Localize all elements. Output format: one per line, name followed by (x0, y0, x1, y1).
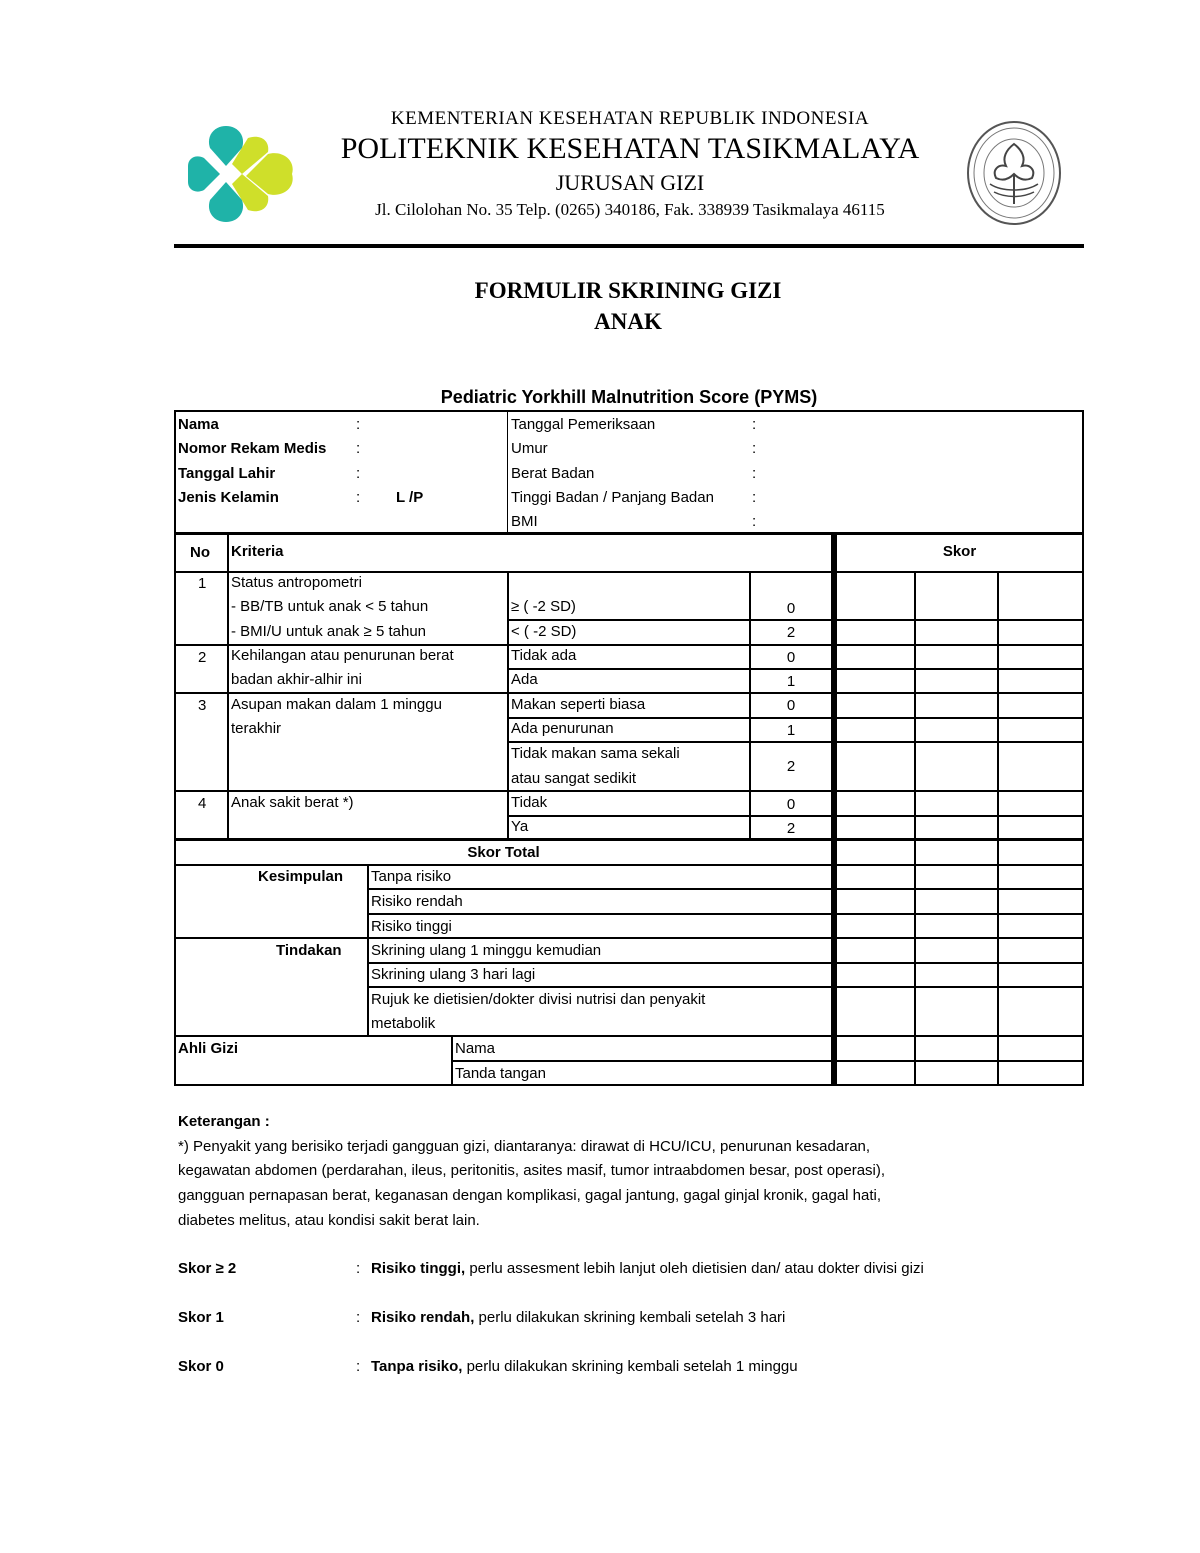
header-skor: Skor (942, 543, 977, 560)
row-3-score-1: 0 (786, 697, 796, 714)
berat-badan-sep: : (752, 465, 757, 482)
row-3-option-3-cont: atau sangat sedikit (511, 770, 637, 787)
bmi-label: BMI (511, 513, 538, 530)
tindakan-rujuk-cont: metabolik (371, 1015, 436, 1032)
tindakan-rujuk: Rujuk ke dietisien/dokter divisi nutrisi dan penyakit (371, 991, 706, 1008)
tindakan-3-hari: Skrining ulang 3 hari lagi (371, 966, 536, 983)
skor-1-text: perlu dilakukan skrining kembali setelah 3 hari (474, 1309, 786, 1326)
umur-sep: : (752, 440, 757, 457)
jenis-kelamin-label: Jenis Kelamin (178, 489, 279, 506)
row-1-score-1: 0 (786, 600, 796, 617)
department-name: JURUSAN GIZI (555, 170, 705, 195)
tanggal-lahir-sep: : (356, 465, 361, 482)
header-no: No (190, 544, 210, 561)
row-1-option-2: < ( -2 SD) (511, 623, 577, 640)
skor-0-sep: : (356, 1358, 361, 1375)
ministry-name: KEMENTERIAN KESEHATAN REPUBLIK INDONESIA (390, 108, 870, 129)
tinggi-badan-label: Tinggi Badan / Panjang Badan (511, 489, 714, 506)
skor-0-text: perlu dilakukan skrining kembali setelah 1 minggu (462, 1358, 798, 1375)
row-1-criteria-3: - BMI/U untuk anak ≥ 5 tahun (231, 623, 426, 640)
keterangan-line-1: *) Penyakit yang berisiko terjadi gangguan gizi, diantaranya: dirawat di HCU/ICU, penurunan kesadaran, (178, 1138, 871, 1155)
rekam-medis-sep: : (356, 440, 361, 457)
tanggal-lahir-label: Tanggal Lahir (178, 465, 276, 482)
skor-2-text: perlu assesment lebih lanjut oleh dietisien dan/ atau dokter divisi gizi (465, 1260, 924, 1277)
skor-2-label: Skor ≥ 2 (178, 1260, 237, 1277)
row-2-option-2: Ada (511, 671, 538, 688)
form-subtitle-anak: ANAK (594, 309, 662, 334)
skor-0-desc (371, 1358, 798, 1376)
row-2-criteria-2: badan akhir-alhir ini (231, 671, 362, 688)
row-4-criteria-1: Anak sakit berat *) (231, 794, 354, 811)
row-3-option-2: Ada penurunan (511, 720, 614, 737)
tindakan-1-minggu: Skrining ulang 1 minggu kemudian (371, 942, 602, 959)
skor-1-label: Skor 1 (178, 1309, 224, 1326)
kesimpulan-tanpa-risiko: Tanpa risiko (371, 868, 452, 885)
row-3-option-1: Makan seperti biasa (511, 696, 646, 713)
form-title: FORMULIR SKRINING GIZI (474, 278, 782, 303)
skor-0-bold: Tanpa risiko, (371, 1358, 463, 1375)
tanggal-pemeriksaan-label: Tanggal Pemeriksaan (511, 416, 656, 433)
ahli-gizi-tanda-tangan: Tanda tangan (455, 1065, 546, 1082)
rekam-medis-label: Nomor Rekam Medis (178, 440, 327, 457)
row-1-criteria-2: - BB/TB untuk anak < 5 tahun (231, 598, 429, 615)
jenis-kelamin-value[interactable]: L /P (396, 489, 424, 506)
skor-1-desc (371, 1309, 785, 1327)
header-kriteria: Kriteria (231, 543, 284, 560)
row-2-score-1: 0 (786, 649, 796, 666)
row-1-score-2: 2 (786, 624, 796, 641)
row-3-criteria-1: Asupan makan dalam 1 minggu (231, 696, 442, 713)
row-2-score-2: 1 (786, 673, 796, 690)
poltekkes-seal (966, 120, 1062, 226)
tanggal-pemeriksaan-sep: : (752, 416, 757, 433)
bmi-sep: : (752, 513, 757, 530)
row-2-criteria-1: Kehilangan atau penurunan berat (231, 647, 454, 664)
kemenkes-logo (186, 120, 298, 228)
berat-badan-label: Berat Badan (511, 465, 595, 482)
institution-address: Jl. Cilolohan No. 35 Telp. (0265) 340186, Fak. 338939 Tasikmalaya 46115 (375, 200, 885, 219)
keterangan-line-3: gangguan pernapasan berat, keganasan dengan komplikasi, gagal jantung, gagal ginjal kronik, gagal hati, (178, 1187, 882, 1204)
skor-2-bold: Risiko tinggi, (371, 1260, 466, 1277)
row-1-option-1: ≥ ( -2 SD) (511, 598, 576, 615)
ahli-gizi-label: Ahli Gizi (178, 1040, 238, 1057)
skor-1-bold: Risiko rendah, (371, 1309, 475, 1326)
row-3-no: 3 (198, 697, 207, 714)
row-2-option-1: Tidak ada (511, 647, 577, 664)
ahli-gizi-nama: Nama (455, 1040, 496, 1057)
kesimpulan-risiko-rendah: Risiko rendah (371, 893, 463, 910)
keterangan-line-2: kegawatan abdomen (perdarahan, ileus, peritonitis, asites masif, tumor intraabdomen besar, post operasi), (178, 1162, 886, 1179)
institution-name: POLITEKNIK KESEHATAN TASIKMALAYA (340, 132, 920, 165)
keterangan-line-4: diabetes melitus, atau kondisi sakit berat lain. (178, 1212, 480, 1229)
skor-1-sep: : (356, 1309, 361, 1326)
row-1-no: 1 (198, 575, 207, 592)
tinggi-badan-sep: : (752, 489, 757, 506)
row-3-score-3: 2 (786, 758, 796, 775)
row-4-option-1: Tidak (511, 794, 548, 811)
kesimpulan-label: Kesimpulan (258, 868, 344, 885)
row-4-no: 4 (198, 795, 207, 812)
skor-2-desc (371, 1260, 924, 1278)
letterhead-divider (174, 244, 1084, 248)
nama-sep: : (356, 416, 361, 433)
row-4-score-1: 0 (786, 796, 796, 813)
keterangan-heading: Keterangan : (178, 1113, 270, 1130)
umur-label: Umur (511, 440, 548, 457)
row-3-option-3: Tidak makan sama sekali (511, 745, 680, 762)
skor-0-label: Skor 0 (178, 1358, 224, 1375)
skor-2-sep: : (356, 1260, 361, 1277)
row-4-option-2: Ya (511, 818, 529, 835)
pyms-title: Pediatric Yorkhill Malnutrition Score (PYMS) (440, 387, 818, 407)
skor-total-label: Skor Total (467, 844, 540, 861)
kesimpulan-risiko-tinggi: Risiko tinggi (371, 918, 452, 935)
jenis-kelamin-sep: : (356, 489, 361, 506)
row-2-no: 2 (198, 649, 207, 666)
row-4-score-2: 2 (786, 820, 796, 837)
tindakan-label: Tindakan (276, 942, 342, 959)
row-3-score-2: 1 (786, 722, 796, 739)
nama-label: Nama (178, 416, 219, 433)
row-3-criteria-2: terakhir (231, 720, 282, 737)
row-1-criteria-1: Status antropometri (231, 574, 362, 591)
